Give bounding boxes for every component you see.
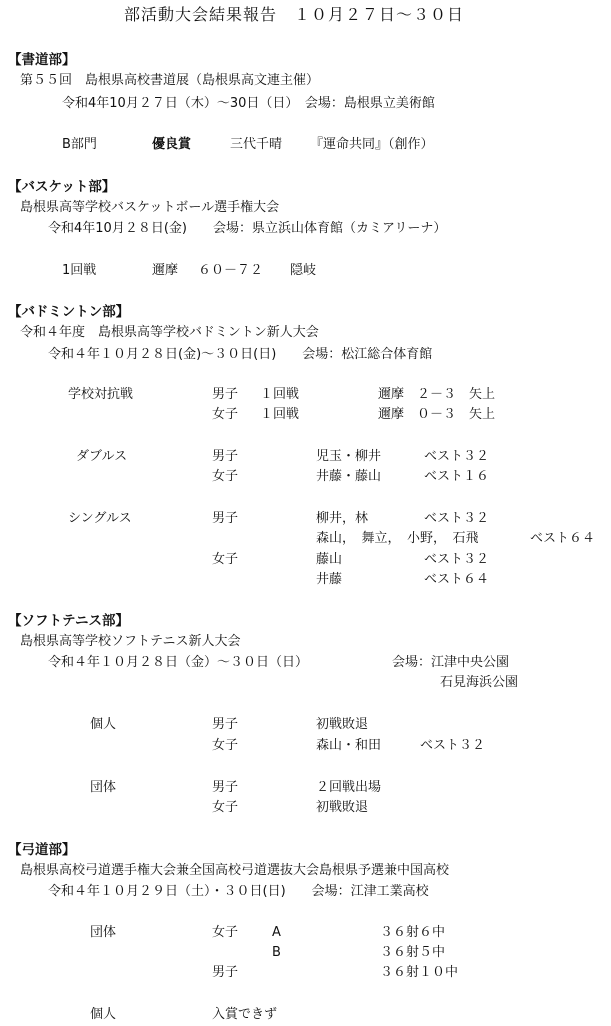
- result-label: ベスト３２: [424, 449, 490, 464]
- player-names: 井藤・藤山: [316, 469, 382, 484]
- team-name: A: [272, 925, 281, 940]
- match-result: 邇摩 ０－３ 矢上: [378, 407, 496, 422]
- result-label: ２回戦出場: [316, 780, 382, 795]
- event-date-venue: 令和４年１０月２８日(金)～３０日(日) 会場：松江総合体育館: [48, 347, 433, 362]
- event-name: 島根県高校弓道選手権大会兼全国高校弓道選抜大会島根県予選兼中国高校: [20, 863, 450, 878]
- player-names: 森山， 舞立， 小野， 石飛: [316, 531, 479, 546]
- section-heading: 【バドミントン部】: [8, 304, 130, 320]
- individual-label: 個人: [90, 1007, 117, 1022]
- team-label: 団体: [90, 780, 117, 795]
- match-result: 邇摩 ２－３ 矢上: [378, 387, 496, 402]
- category-label: B部門: [62, 137, 97, 152]
- result-label: ３６射６中: [380, 925, 446, 940]
- gender-label: 女子: [212, 800, 239, 815]
- gender-label: 男子: [212, 449, 239, 464]
- result-label: ３６射１０中: [380, 965, 459, 980]
- result-label: ベスト３２: [424, 552, 490, 567]
- round-label: 1回戦: [62, 263, 97, 278]
- gender-label: 男子: [212, 965, 239, 980]
- section-heading: 【書道部】: [8, 52, 76, 68]
- event-venue-secondary: 石見海浜公園: [440, 675, 519, 690]
- event-date-venue: 令和4年10月２８日(金) 会場：県立浜山体育館（カミアリーナ）: [48, 221, 447, 236]
- round-label: １回戦: [260, 387, 300, 402]
- event-date: 令和４年１０月２８日（金）～３０日（日）: [48, 655, 309, 670]
- result-label: 初戦敗退: [316, 800, 369, 815]
- event-date-venue: 令和4年10月２７日（木）～30日（日） 会場：島根県立美術館: [62, 96, 435, 111]
- team-name: B: [272, 945, 281, 960]
- work-title: 『運命共同』（創作）: [310, 137, 434, 152]
- gender-label: 女子: [212, 925, 239, 940]
- team-name: 邇摩: [152, 263, 179, 278]
- result-label: ベスト３２: [420, 738, 486, 753]
- event-date-venue: 令和４年１０月２９日（土）・３０日(日) 会場：江津工業高校: [48, 884, 429, 899]
- gender-label: 男子: [212, 717, 239, 732]
- opponent-name: 隠岐: [290, 263, 317, 278]
- event-name: 島根県高等学校バスケットボール選手権大会: [20, 200, 280, 215]
- singles-label: シングルス: [68, 511, 132, 526]
- round-label: １回戦: [260, 407, 300, 422]
- section-heading: 【弓道部】: [8, 842, 76, 858]
- section-heading: 【バスケット部】: [8, 179, 116, 195]
- gender-label: 女子: [212, 407, 239, 422]
- event-name: 令和４年度 島根県高等学校バドミントン新人大会: [20, 325, 319, 340]
- student-name: 三代千晴: [230, 137, 283, 152]
- gender-label: 女子: [212, 738, 239, 753]
- player-names: 柳井，林: [316, 511, 369, 526]
- team-match-label: 学校対抗戦: [68, 387, 134, 402]
- player-names: 児玉・柳井: [316, 449, 382, 464]
- doubles-label: ダブルス: [76, 449, 128, 464]
- player-names: 藤山: [316, 552, 343, 567]
- result-label: ３６射５中: [380, 945, 446, 960]
- result-label: ベスト６４: [530, 531, 596, 546]
- gender-label: 男子: [212, 387, 239, 402]
- page-title: 部活動大会結果報告 １０月２７日～３０日: [124, 5, 465, 24]
- team-label: 団体: [90, 925, 117, 940]
- result-label: ベスト３２: [424, 511, 490, 526]
- gender-label: 女子: [212, 552, 239, 567]
- gender-label: 女子: [212, 469, 239, 484]
- score: ６０－７２: [198, 263, 264, 278]
- player-names: 井藤: [316, 572, 343, 587]
- individual-label: 個人: [90, 717, 117, 732]
- section-heading: 【ソフトテニス部】: [8, 613, 129, 629]
- event-name: 第５５回 島根県高校書道展（島根県高文連主催）: [20, 73, 320, 88]
- event-name: 島根県高等学校ソフトテニス新人大会: [20, 634, 241, 649]
- result-label: ベスト６４: [424, 572, 490, 587]
- award-label: 優良賞: [152, 137, 192, 152]
- result-label: ベスト１６: [424, 469, 490, 484]
- result-label: 入賞できず: [212, 1007, 278, 1022]
- gender-label: 男子: [212, 780, 239, 795]
- gender-label: 男子: [212, 511, 239, 526]
- player-names: 森山・和田: [316, 738, 382, 753]
- result-label: 初戦敗退: [316, 717, 369, 732]
- event-venue: 会場：江津中央公園: [392, 655, 510, 670]
